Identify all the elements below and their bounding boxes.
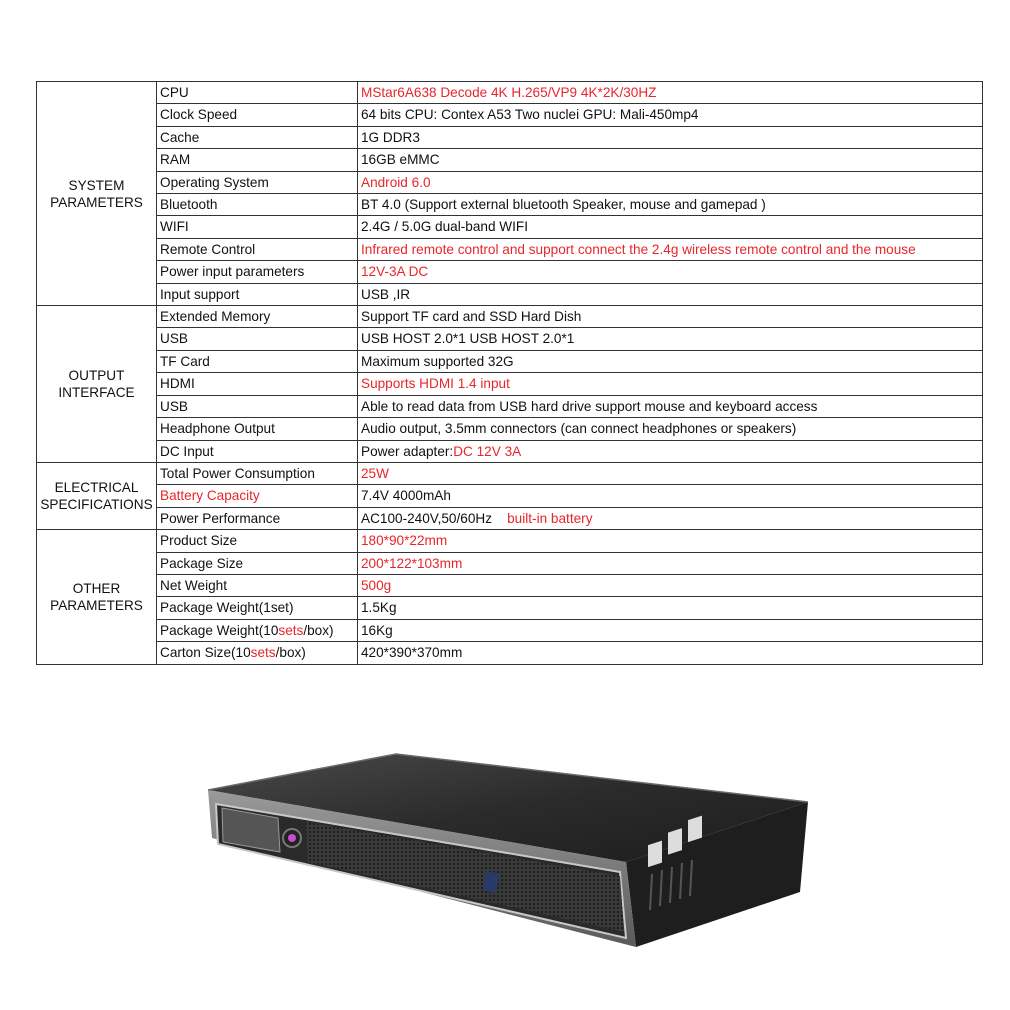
- spec-row: [37, 350, 983, 372]
- label-part: Carton Size(10: [160, 645, 251, 661]
- group-other: OTHER PARAMETERS: [37, 530, 157, 664]
- spec-label: Remote Control: [157, 238, 358, 260]
- spec-label: Operating System: [157, 171, 358, 193]
- group-electrical: ELECTRICAL SPECIFICATIONS: [37, 462, 157, 529]
- spec-label: DC Input: [157, 440, 358, 462]
- label-part: Package Weight(10: [160, 622, 279, 638]
- projector-image: [196, 742, 808, 967]
- spec-value: 7.4V 4000mAh: [358, 485, 983, 507]
- spec-label: Total Power Consumption: [157, 462, 358, 484]
- spec-row: [37, 306, 983, 328]
- spec-row: [37, 530, 983, 552]
- spec-row: [37, 261, 983, 283]
- spec-value: Infrared remote control and support connect the 2.4g wireless remote control and the mouse: [358, 238, 983, 260]
- spec-value: 200*122*103mm: [358, 552, 983, 574]
- value-prefix: Power adapter:: [361, 443, 454, 459]
- spec-value: 180*90*22mm: [358, 530, 983, 552]
- spec-value: [358, 440, 983, 462]
- spec-row: [37, 104, 983, 126]
- spec-value: Maximum supported 32G: [358, 350, 983, 372]
- spec-value: BT 4.0 (Support external bluetooth Speaker, mouse and gamepad ): [358, 194, 983, 216]
- spec-row: [37, 149, 983, 171]
- spec-row: [37, 507, 983, 529]
- spec-label: USB: [157, 395, 358, 417]
- spec-row: [37, 216, 983, 238]
- spec-label: Battery Capacity: [157, 485, 358, 507]
- spec-value: 420*390*370mm: [358, 642, 983, 664]
- value-highlight: DC 12V 3A: [453, 443, 522, 459]
- value-prefix: AC100-240V,50/60Hz: [361, 510, 492, 526]
- spec-row: [37, 328, 983, 350]
- spec-label: Net Weight: [157, 574, 358, 596]
- spec-value: 25W: [358, 462, 983, 484]
- spec-table: [36, 81, 983, 665]
- spec-value: 16GB eMMC: [358, 149, 983, 171]
- spec-label: USB: [157, 328, 358, 350]
- value-highlight: built-in battery: [507, 510, 593, 526]
- spec-value: USB HOST 2.0*1 USB HOST 2.0*1: [358, 328, 983, 350]
- spec-label: RAM: [157, 149, 358, 171]
- spec-row: [37, 485, 983, 507]
- spec-value: 1G DDR3: [358, 126, 983, 148]
- spec-value: Able to read data from USB hard drive support mouse and keyboard access: [358, 395, 983, 417]
- spec-row: [37, 619, 983, 641]
- spec-label: Package Weight(1set): [157, 597, 358, 619]
- spec-row: [37, 194, 983, 216]
- spec-value: 16Kg: [358, 619, 983, 641]
- spec-label: Input support: [157, 283, 358, 305]
- spec-row: [37, 238, 983, 260]
- spec-row: [37, 82, 983, 104]
- label-highlight: sets: [250, 645, 276, 661]
- label-part: /box): [303, 622, 334, 638]
- spec-row: [37, 283, 983, 305]
- group-output: OUTPUT INTERFACE: [37, 306, 157, 463]
- spec-label: Headphone Output: [157, 418, 358, 440]
- spec-label: Power input parameters: [157, 261, 358, 283]
- spec-value: Supports HDMI 1.4 input: [358, 373, 983, 395]
- spec-value: Android 6.0: [358, 171, 983, 193]
- spec-row: [37, 126, 983, 148]
- spec-value: [358, 507, 983, 529]
- spec-label: Extended Memory: [157, 306, 358, 328]
- spec-label: HDMI: [157, 373, 358, 395]
- spec-value: Support TF card and SSD Hard Dish: [358, 306, 983, 328]
- spec-value: 12V-3A DC: [358, 261, 983, 283]
- spec-row: [37, 597, 983, 619]
- spec-label: Clock Speed: [157, 104, 358, 126]
- spec-label: Bluetooth: [157, 194, 358, 216]
- spec-label: Cache: [157, 126, 358, 148]
- spec-value: USB ,IR: [358, 283, 983, 305]
- spec-value: Audio output, 3.5mm connectors (can connect headphones or speakers): [358, 418, 983, 440]
- spec-value: 1.5Kg: [358, 597, 983, 619]
- spec-value: 2.4G / 5.0G dual-band WIFI: [358, 216, 983, 238]
- spec-label: [157, 619, 358, 641]
- spec-row: [37, 171, 983, 193]
- spec-row: [37, 418, 983, 440]
- spec-value: MStar6A638 Decode 4K H.265/VP9 4K*2K/30HZ: [358, 82, 983, 104]
- spec-value: 500g: [358, 574, 983, 596]
- spec-row: [37, 552, 983, 574]
- spec-row: [37, 440, 983, 462]
- group-system: SYSTEM PARAMETERS: [37, 82, 157, 306]
- label-highlight: sets: [278, 622, 304, 638]
- spec-row: [37, 395, 983, 417]
- spec-row: [37, 642, 983, 664]
- spec-label: [157, 642, 358, 664]
- label-part: /box): [275, 645, 306, 661]
- spec-label: Package Size: [157, 552, 358, 574]
- spec-row: [37, 574, 983, 596]
- spec-label: WIFI: [157, 216, 358, 238]
- spec-label: Product Size: [157, 530, 358, 552]
- spec-row: [37, 462, 983, 484]
- spec-label: Power Performance: [157, 507, 358, 529]
- spec-value: 64 bits CPU: Contex A53 Two nuclei GPU: Mali-450mp4: [358, 104, 983, 126]
- spec-row: [37, 373, 983, 395]
- spec-label: CPU: [157, 82, 358, 104]
- spec-label: TF Card: [157, 350, 358, 372]
